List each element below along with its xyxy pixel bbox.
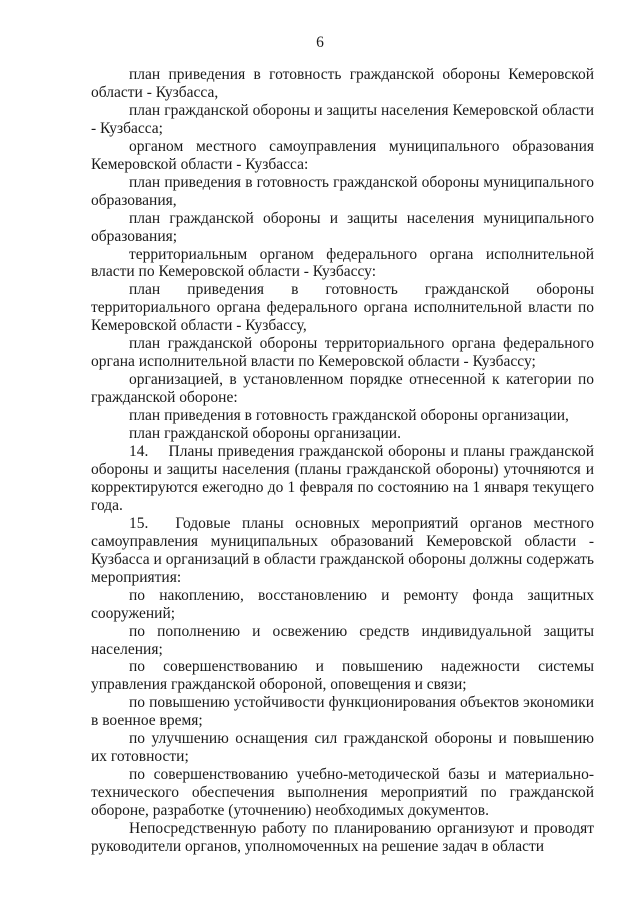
paragraph: план гражданской обороны организации. [129, 425, 401, 443]
paragraph: организацией, в установленном порядке отнесенной к категории по гражданской обороне: [91, 371, 594, 407]
paragraph: план приведения в готовность гражданской обороны муниципального образования, [91, 173, 594, 209]
page-number: 6 [316, 34, 324, 51]
paragraph: план приведения в готовность гражданской обороны территориального органа федерального органа исполнительной власти по Кемеровской области - Кузбассу, [91, 281, 594, 335]
paragraph: по накоплению, восстановлению и ремонту фонда защитных сооружений; [91, 586, 594, 622]
paragraph: по совершенствованию учебно-методической базы и материально-технического обеспечения выполнения мероприятий по гражданской обороне, разработке (уточнению) необходимых документов. [91, 766, 594, 820]
paragraph: органом местного самоуправления муниципального образования Кемеровской области - Кузбасса: [91, 137, 594, 173]
paragraph: план гражданской обороны территориального органа федерального органа исполнительной власти по Кемеровской области - Кузбассу; [91, 335, 594, 371]
paragraph: по повышению устойчивости функционирования объектов экономики в военное время; [91, 694, 594, 730]
paragraph: по пополнению и освежению средств индивидуальной защиты населения; [91, 622, 594, 658]
paragraph: план гражданской обороны и защиты населения Кемеровской области - Кузбасса; [91, 101, 594, 137]
paragraph: по совершенствованию и повышению надежности системы управления гражданской обороной, оповещения и связи; [91, 658, 594, 694]
paragraph: план гражданской обороны и защиты населения муниципального образования; [91, 209, 594, 245]
paragraph: по улучшению оснащения сил гражданской обороны и повышению их готовности; [91, 730, 594, 766]
body-text [91, 66, 594, 856]
paragraph-item-14: 14. Планы приведения гражданской обороны и планы гражданской обороны и защиты населения (планы гражданской обороны) уточняются и корректируются ежегодно до 1 февраля по состоянию на 1 января текущего года. [91, 443, 594, 514]
paragraph: план приведения в готовность гражданской обороны Кемеровской области - Кузбасса, [91, 66, 594, 101]
paragraph: план приведения в готовность гражданской обороны организации, [129, 407, 569, 425]
paragraph-item-15: 15. Годовые планы основных мероприятий органов местного самоуправления муниципальных образований Кемеровской области - Кузбасса и организаций в области гражданской обороны должны содержать мероприятия: [91, 514, 594, 586]
paragraph: территориальным органом федерального органа исполнительной власти по Кемеровской области - Кузбассу: [91, 245, 594, 281]
paragraph: Непосредственную работу по планированию организуют и проводят руководители органов, уполномоченных на решение задач в области [91, 820, 594, 855]
